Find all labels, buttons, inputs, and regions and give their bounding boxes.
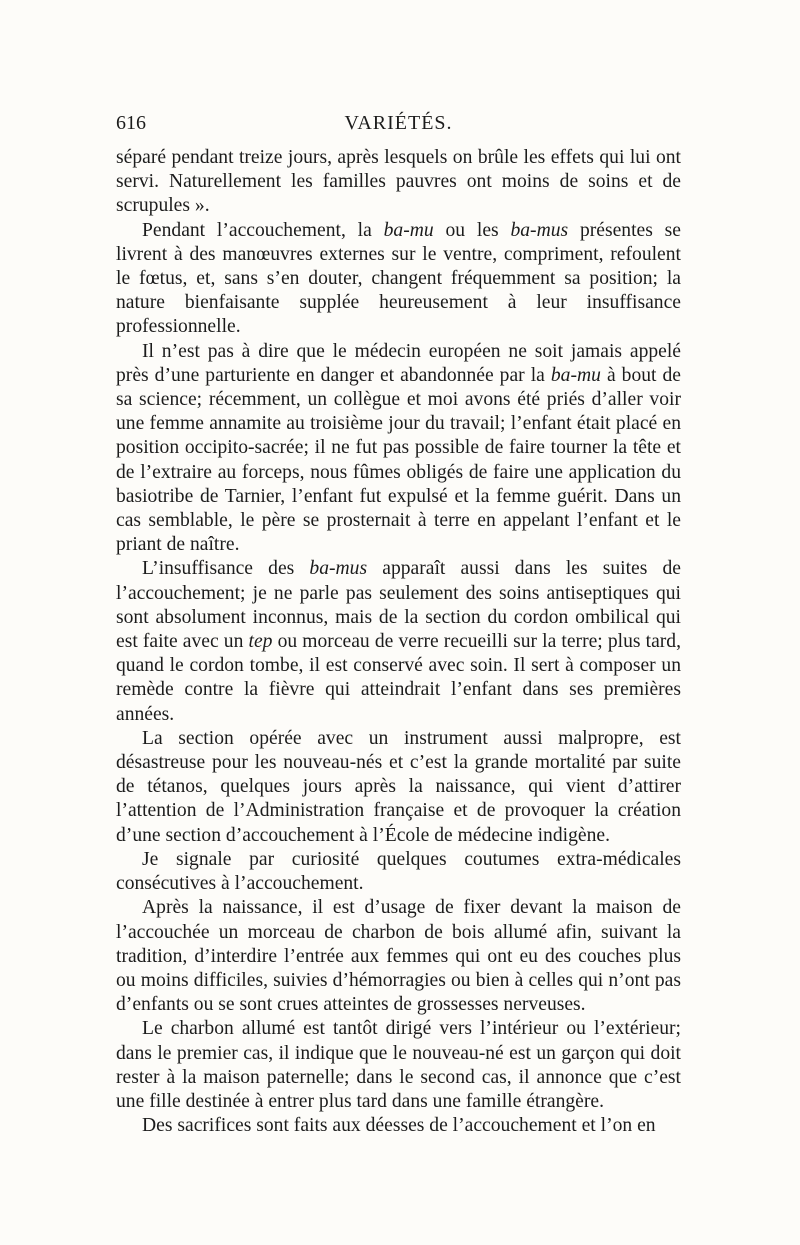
text-run: Après la naissance, il est d’usage de fixer devant la maison de l’accouchée un morceau de charbon de bois allumé afin, suivant la tradition, d’interdire l’entrée aux femmes qui ont eu des couches plus ou moins difficiles, suivies d’hémorragies ou bien à celles qui n’ont pas d’enfants ou se sont crues atteintes de grossesses nerveuses. xyxy=(116,897,681,1016)
text-run: séparé pendant treize jours, après lesquels on brûle les effets qui lui ont servi. Naturellement les familles pauvres ont moins de soins et de scrupules ». xyxy=(116,147,681,217)
paragraph xyxy=(116,340,681,558)
running-title: VARIÉTÉS. xyxy=(344,112,453,134)
text-run: Il n’est pas à dire que le médecin européen ne soit jamais appelé près d’une parturiente en danger et abandonnée par la xyxy=(116,340,681,386)
paragraph xyxy=(116,727,681,848)
italic-term: tep xyxy=(248,631,273,653)
text-run: ou morceau de verre recueilli sur la terre; plus tard, quand le cordon tombe, il est conservé avec soin. Il sert à composer un remède contre la fièvre qui atteindrait l’enfant dans ses premières années. xyxy=(116,631,681,725)
paragraph xyxy=(116,1017,681,1114)
body-text xyxy=(116,146,681,1138)
text-run: Des sacrifices sont faits aux déesses de l’accouchement et l’on en xyxy=(142,1115,656,1137)
text-run: apparaît aussi dans les suites de l’accouchement; je ne parle pas seulement des soins antiseptiques qui sont absolument inconnus, mais de la section du cordon ombilical qui est faite avec un xyxy=(116,558,681,653)
text-run: Le charbon allumé est tantôt dirigé vers l’intérieur ou l’extérieur; dans le premier cas, il indique que le nouveau-né est un garçon qui doit rester à la maison paternelle; dans le second cas, il annonce que c’est une fille destinée à entrer plus tard dans une famille étrangère. xyxy=(116,1018,681,1112)
text-run: L’insuffisance des xyxy=(142,558,310,580)
page-number: 616 xyxy=(116,112,146,134)
paragraph xyxy=(116,557,681,726)
text-run: Je signale par curiosité quelques coutumes extra-médicales consécutives à l’accouchement. xyxy=(116,848,681,895)
text-run: présentes se livrent à des manœuvres externes sur le ventre, compriment, refoulent le fœtus, et, sans s’en douter, changent fréquemment sa position; la nature bienfaisante supplée heureusement à leur insuffisance professionnelle. xyxy=(116,219,681,338)
text-run: à bout de sa science; récemment, un collègue et moi avons été priés d’aller voir une femme annamite au troisième jour du travail; l’enfant était placé en position occipito-sacrée; il ne fut pas possible de faire tourner la tête et de l’extraire au forceps, nous fûmes obligés de faire une application du basiotribe de Tarnier, l’enfant fut expulsé et la femme guérit. Dans un cas semblable, le père se prosternait à terre en appelant l’enfant et le priant de naître. xyxy=(116,364,681,556)
paragraph xyxy=(116,848,681,896)
paragraph xyxy=(116,1114,681,1138)
paragraph xyxy=(116,146,681,219)
text-run: Pendant l’accouchement, la xyxy=(142,219,384,241)
page-header xyxy=(116,112,681,140)
italic-term: ba-mus xyxy=(309,558,368,580)
italic-term: ba-mu xyxy=(383,219,434,241)
paragraph xyxy=(116,219,681,340)
paragraph xyxy=(116,896,681,1017)
italic-term: ba-mu xyxy=(550,364,601,386)
text-run: La section opérée avec un instrument aussi malpropre, est désastreuse pour les nouveau-nés et c’est la grande mortalité par suite de tétanos, quelques jours après la naissance, qui vient d’attirer l’attention de l’Administration française et de provoquer la création d’une section d’accouchement à l’École de médecine indigène. xyxy=(116,727,681,846)
italic-term: ba-mus xyxy=(510,219,569,241)
text-run: ou les xyxy=(433,219,511,241)
